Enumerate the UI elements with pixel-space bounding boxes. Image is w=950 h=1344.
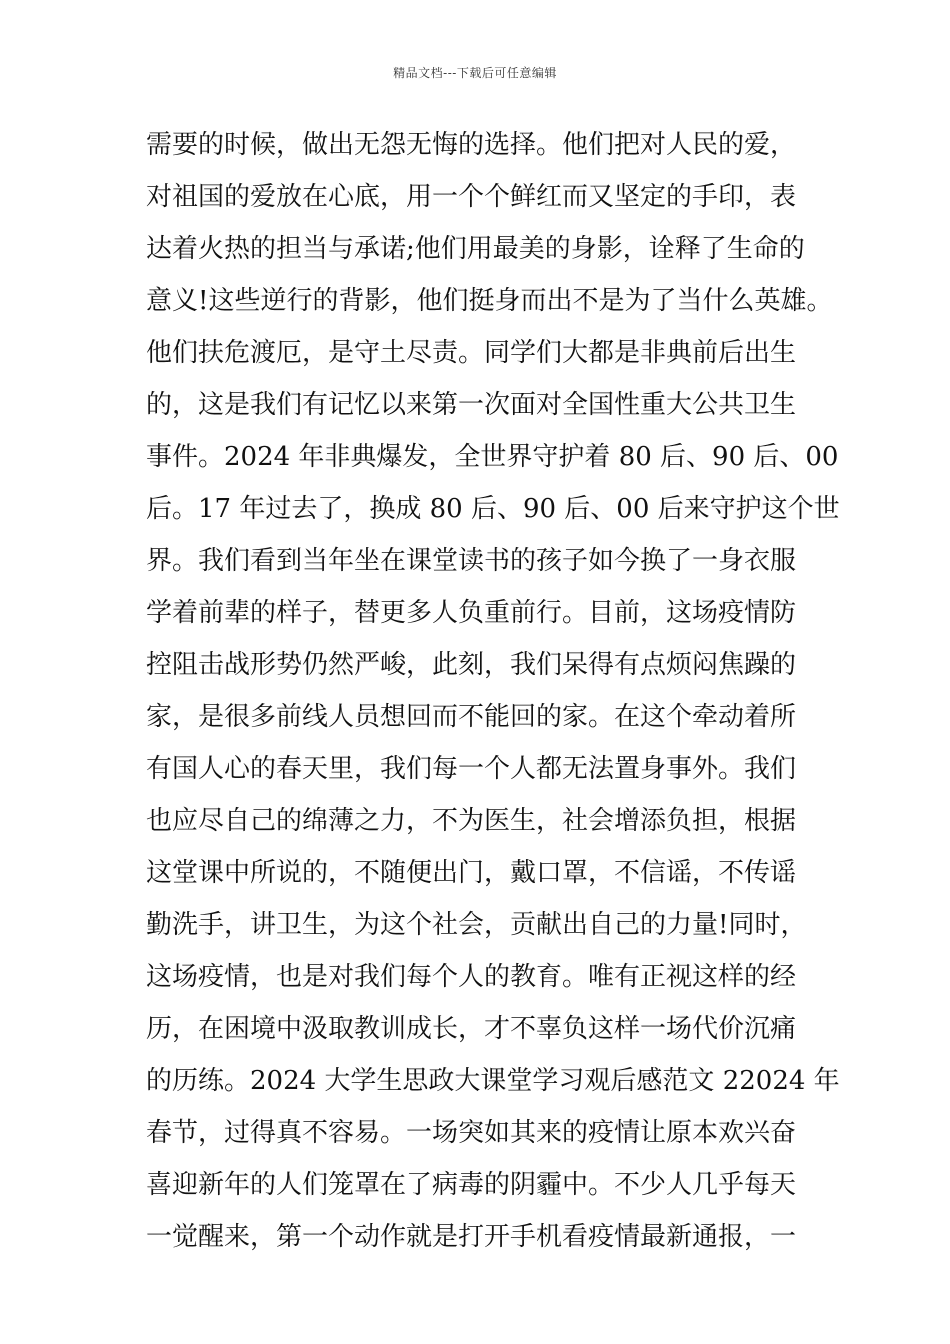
text-line: 需要的时候，做出无怨无悔的选择。他们把对人民的爱，: [146, 130, 797, 160]
text-line: 一觉醒来，第一个动作就是打开手机看疫情最新通报，一: [146, 1222, 797, 1252]
text-line: 也应尽自己的绵薄之力，不为医生，社会增添负担，根据: [146, 806, 797, 836]
text-line: 的，这是我们有记忆以来第一次面对全国性重大公共卫生: [146, 390, 797, 420]
text-line: 勤洗手，讲卫生，为这个社会，贡献出自己的力量!同时，: [146, 910, 807, 940]
text-line: 历，在困境中汲取教训成长，才不辜负这样一场代价沉痛: [146, 1014, 797, 1044]
text-line: 事件。2024 年非典爆发，全世界守护着 80 后、90 后、00: [146, 442, 839, 472]
text-line: 的历练。2024 大学生思政大课堂学习观后感范文 22024 年: [146, 1066, 840, 1096]
text-line: 这堂课中所说的，不随便出门，戴口罩，不信谣，不传谣: [146, 858, 797, 888]
text-line: 春节，过得真不容易。一场突如其来的疫情让原本欢兴奋: [146, 1118, 797, 1148]
text-line: 有国人心的春天里，我们每一个人都无法置身事外。我们: [146, 754, 797, 784]
text-line: 控阻击战形势仍然严峻，此刻，我们呆得有点烦闷焦躁的: [146, 650, 797, 680]
text-line: 他们扶危渡厄，是守土尽责。同学们大都是非典前后出生: [146, 338, 797, 368]
text-line: 学着前辈的样子，替更多人负重前行。目前，这场疫情防: [146, 598, 797, 628]
text-line: 后。17 年过去了，换成 80 后、90 后、00 后来守护这个世: [146, 494, 840, 524]
text-line: 界。我们看到当年坐在课堂读书的孩子如今换了一身衣服: [146, 546, 797, 576]
text-line: 这场疫情，也是对我们每个人的教育。唯有正视这样的经: [146, 962, 797, 992]
text-line: 达着火热的担当与承诺;他们用最美的身影，诠释了生命的: [146, 234, 805, 264]
text-line: 对祖国的爱放在心底，用一个个鲜红而又坚定的手印，表: [146, 182, 797, 212]
text-line: 家，是很多前线人员想回而不能回的家。在这个牵动着所: [146, 702, 797, 732]
text-line: 意义!这些逆行的背影，他们挺身而出不是为了当什么英雄。: [146, 286, 833, 316]
text-line: 喜迎新年的人们笼罩在了病毒的阴霾中。不少人几乎每天: [146, 1170, 797, 1200]
page-header: 精品文档---下载后可任意编辑: [393, 66, 557, 80]
